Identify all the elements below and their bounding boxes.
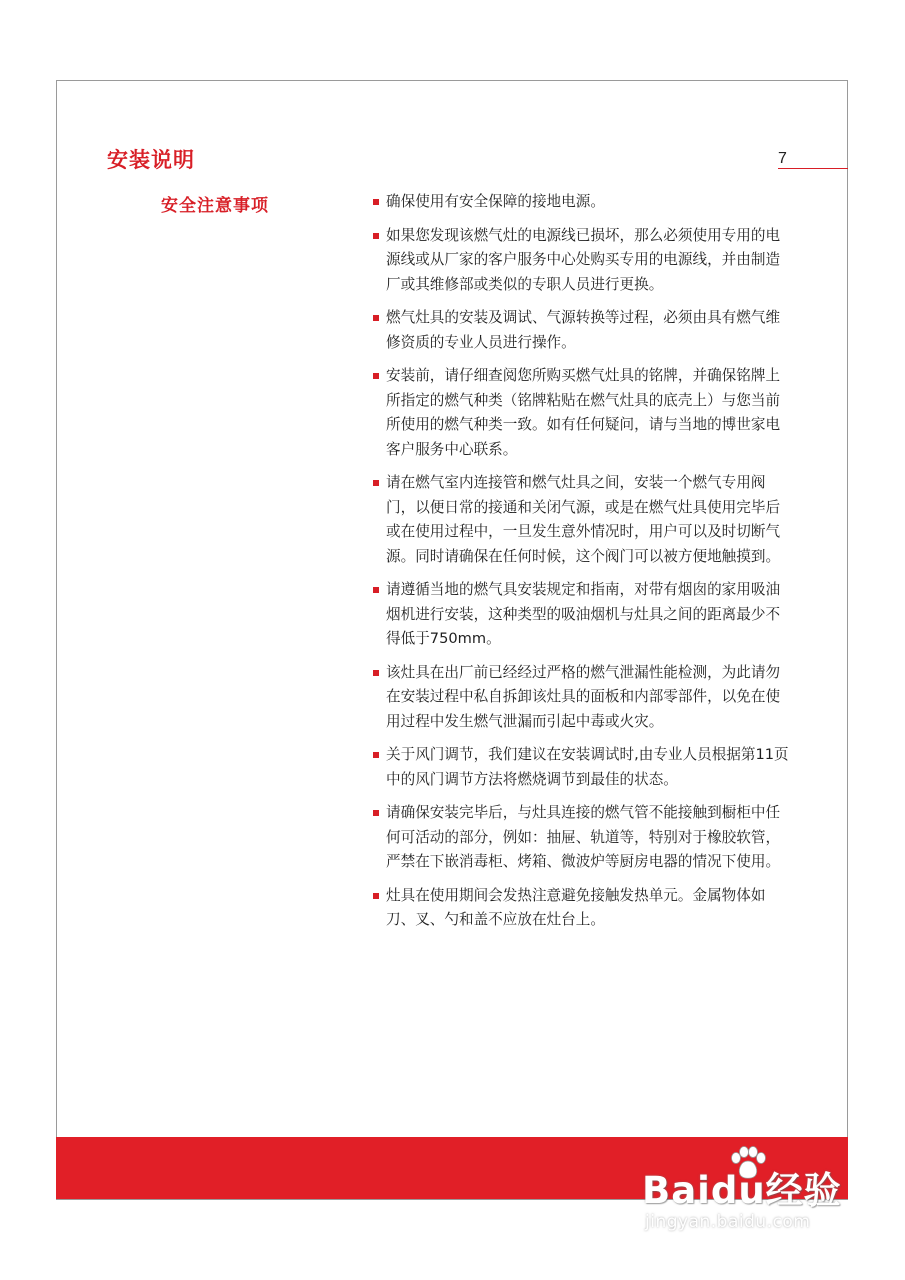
bullet-square-icon — [373, 315, 379, 321]
note-item — [372, 306, 792, 355]
page-number-rule — [778, 168, 848, 169]
note-item — [372, 224, 792, 298]
note-text: 如果您发现该燃气灶的电源线已损坏，那么必须使用专用的电源线或从厂家的客户服务中心处购买专用的电源线，并由制造厂或其维修部或类似的专职人员进行更换。 — [386, 226, 781, 293]
note-text: 该灶具在出厂前已经经过严格的燃气泄漏性能检测，为此请勿在安装过程中私自拆卸该灶具的面板和内部零部件，以免在使用过程中发生燃气泄漏而引起中毒或火灾。 — [386, 663, 781, 730]
note-item — [372, 190, 792, 215]
note-text: 请遵循当地的燃气具安装规定和指南，对带有烟囱的家用吸油烟机进行安装，这种类型的吸油烟机与灶具之间的距离最少不得低于750mm。 — [386, 581, 781, 647]
note-item — [372, 578, 792, 652]
note-item — [372, 364, 792, 462]
bullet-square-icon — [373, 480, 379, 486]
note-item — [372, 471, 792, 569]
note-text: 确保使用有安全保障的接地电源。 — [386, 193, 605, 210]
section-title: 安装说明 — [107, 148, 195, 172]
bullet-square-icon — [373, 752, 379, 758]
bullet-square-icon — [373, 670, 379, 676]
note-item — [372, 801, 792, 875]
note-text: 关于风门调节，我们建议在安装调试时,由专业人员根据第11页中的风门调节方法将燃烧调节到最佳的状态。 — [386, 746, 789, 788]
bullet-square-icon — [373, 893, 379, 899]
bullet-square-icon — [373, 587, 379, 593]
baidu-watermark — [640, 1150, 855, 1250]
note-text: 请在燃气室内连接管和燃气灶具之间，安装一个燃气专用阀门，以便日常的接通和关闭气源，或是在燃气灶具使用完毕后或在使用过程中，一旦发生意外情况时，用户可以及时切断气源。同时请确保在任何时候，这个阀门可以被方便地触摸到。 — [386, 474, 781, 565]
bullet-square-icon — [373, 810, 379, 816]
note-item — [372, 661, 792, 735]
note-text: 燃气灶具的安装及调试、气源转换等过程，必须由具有燃气维修资质的专业人员进行操作。 — [386, 309, 781, 351]
note-text: 安装前，请仔细查阅您所购买燃气灶具的铭牌，并确保铭牌上所指定的燃气种类（铭牌粘贴在燃气灶具的底壳上）与您当前所使用的燃气种类一致。如有任何疑问，请与当地的博世家电客户服务中心联系。 — [386, 367, 781, 458]
bullet-square-icon — [373, 199, 379, 205]
safety-notes-list — [372, 190, 792, 942]
note-item — [372, 884, 792, 933]
bullet-square-icon — [373, 233, 379, 239]
baidu-logo-text: Baidu经验 — [642, 1169, 842, 1212]
watermark-url: jingyan.baidu.com — [645, 1212, 811, 1232]
note-text: 请确保安装完毕后，与灶具连接的燃气管不能接触到橱柜中任何可活动的部分，例如：抽屉、轨道等，特别对于橡胶软管，严禁在下嵌消毒柜、烤箱、微波炉等厨房电器的情况下使用。 — [386, 804, 781, 870]
note-text: 灶具在使用期间会发热注意避免接触发热单元。金属物体如刀、叉、勺和盖不应放在灶台上。 — [386, 886, 766, 928]
bullet-square-icon — [373, 373, 379, 379]
note-item — [372, 743, 792, 792]
page-number: 7 — [778, 150, 787, 167]
subsection-title: 安全注意事项 — [161, 196, 269, 216]
